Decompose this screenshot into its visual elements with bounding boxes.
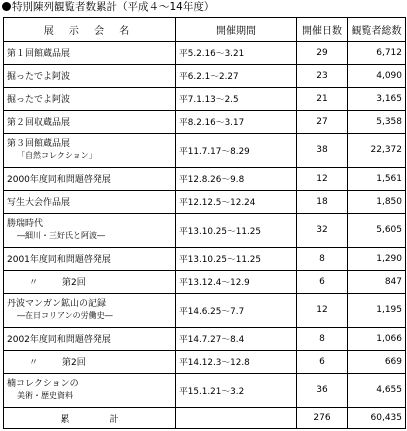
exhibition-visitors: 5,358 bbox=[348, 110, 406, 133]
exhibition-days: 21 bbox=[297, 87, 348, 110]
exhibition-name bbox=[4, 350, 176, 373]
exhibition-visitors: 1,066 bbox=[348, 327, 406, 350]
page-title bbox=[2, 1, 214, 14]
exhibition-period: 平12.12.5～12.24 bbox=[176, 190, 297, 213]
exhibition-name-text: 2001年度同和問題啓発展 bbox=[7, 255, 111, 266]
header-row bbox=[4, 18, 406, 42]
exhibition-name bbox=[4, 190, 176, 213]
exhibition-days: 12 bbox=[297, 293, 348, 327]
exhibition-name bbox=[4, 64, 176, 87]
table-row bbox=[4, 270, 406, 293]
header-period: 開催期間 bbox=[176, 18, 297, 42]
exhibition-name bbox=[4, 270, 176, 293]
exhibition-visitors: 1,561 bbox=[348, 167, 406, 190]
exhibition-visitors: 5,605 bbox=[348, 213, 406, 247]
total-days: 276 bbox=[297, 408, 348, 429]
exhibition-days: 8 bbox=[297, 247, 348, 270]
exhibition-name-text: 楠コレクションの bbox=[7, 379, 79, 390]
table-row bbox=[4, 350, 406, 373]
exhibition-subtitle: ―在日コリアンの労働史― bbox=[17, 311, 113, 321]
total-period bbox=[176, 408, 297, 429]
exhibition-visitors: 22,372 bbox=[348, 133, 406, 167]
exhibition-period: 平13.10.25～11.25 bbox=[176, 247, 297, 270]
exhibition-name bbox=[4, 42, 176, 65]
exhibition-name-text: 掘ったでよ阿波 bbox=[7, 95, 71, 106]
table-row bbox=[4, 293, 406, 327]
exhibition-period: 平14.6.25～7.7 bbox=[176, 293, 297, 327]
ditto-mark: 〃 bbox=[29, 358, 39, 369]
exhibition-visitors: 1,850 bbox=[348, 190, 406, 213]
header-days: 開催日数 bbox=[297, 18, 348, 42]
exhibition-period: 平13.12.4～12.9 bbox=[176, 270, 297, 293]
exhibition-visitors: 669 bbox=[348, 350, 406, 373]
exhibition-subtitle: 「自然コレクション」 bbox=[17, 151, 97, 161]
exhibition-name bbox=[4, 247, 176, 270]
exhibition-days: 32 bbox=[297, 213, 348, 247]
header-visitors: 観覧者総数 bbox=[348, 18, 406, 42]
ditto-mark: 〃 bbox=[29, 278, 39, 289]
exhibition-name bbox=[4, 110, 176, 133]
bullet-icon bbox=[2, 2, 11, 11]
table-row bbox=[4, 247, 406, 270]
title-text: 特別陳列観覧者数累計（平成４～14年度） bbox=[12, 1, 215, 13]
exhibition-period: 平11.7.17～8.29 bbox=[176, 133, 297, 167]
exhibition-period: 平6.2.1～2.27 bbox=[176, 64, 297, 87]
exhibition-days: 36 bbox=[297, 373, 348, 407]
total-label: 累 計 bbox=[4, 408, 176, 429]
exhibition-days: 38 bbox=[297, 133, 348, 167]
exhibition-period: 平12.8.26～9.8 bbox=[176, 167, 297, 190]
exhibition-period: 平15.1.21～3.2 bbox=[176, 373, 297, 407]
table-row bbox=[4, 373, 406, 407]
exhibition-days: 6 bbox=[297, 270, 348, 293]
total-row bbox=[4, 408, 406, 429]
table-row bbox=[4, 167, 406, 190]
exhibition-days: 29 bbox=[297, 42, 348, 65]
exhibition-period: 平8.2.16～3.17 bbox=[176, 110, 297, 133]
exhibition-name bbox=[4, 213, 176, 247]
total-visitors: 60,435 bbox=[348, 408, 406, 429]
exhibition-period: 平14.12.3～12.8 bbox=[176, 350, 297, 373]
exhibition-days: 27 bbox=[297, 110, 348, 133]
table-row bbox=[4, 87, 406, 110]
exhibition-name-text: 写生大会作品展 bbox=[7, 198, 71, 209]
table-row bbox=[4, 110, 406, 133]
exhibition-period: 平5.2.16～3.21 bbox=[176, 42, 297, 65]
exhibition-name bbox=[4, 167, 176, 190]
exhibition-period: 平7.1.13～2.5 bbox=[176, 87, 297, 110]
table-row bbox=[4, 213, 406, 247]
exhibition-visitors: 3,165 bbox=[348, 87, 406, 110]
exhibition-name-text: 第2回 bbox=[62, 278, 86, 289]
exhibition-subtitle: ―細川・三好氏と阿波― bbox=[17, 231, 105, 241]
exhibition-visitors: 1,195 bbox=[348, 293, 406, 327]
header-name: 展 示 会 名 bbox=[4, 18, 176, 42]
exhibition-name-text: 第2回 bbox=[62, 358, 86, 369]
exhibition-visitors: 4,090 bbox=[348, 64, 406, 87]
table-row bbox=[4, 42, 406, 65]
exhibition-period: 平13.10.25～11.25 bbox=[176, 213, 297, 247]
exhibition-name-text: 第１回館蔵品展 bbox=[7, 49, 71, 60]
exhibition-visitors: 1,290 bbox=[348, 247, 406, 270]
exhibition-days: 8 bbox=[297, 327, 348, 350]
exhibition-name-text: 掘ったでよ阿波 bbox=[7, 72, 71, 83]
exhibition-name bbox=[4, 87, 176, 110]
exhibition-visitors: 847 bbox=[348, 270, 406, 293]
exhibition-name-text: 第３回館蔵品展 bbox=[7, 139, 71, 150]
exhibition-name bbox=[4, 327, 176, 350]
exhibition-days: 6 bbox=[297, 350, 348, 373]
table-row bbox=[4, 133, 406, 167]
table-row bbox=[4, 190, 406, 213]
exhibition-days: 23 bbox=[297, 64, 348, 87]
exhibition-period: 平14.7.27～8.4 bbox=[176, 327, 297, 350]
exhibition-name-text: 丹波マンガン鉱山の記録 bbox=[7, 299, 107, 310]
exhibition-subtitle: 美術・歴史資料 bbox=[17, 391, 73, 401]
exhibition-name bbox=[4, 293, 176, 327]
exhibition-name bbox=[4, 133, 176, 167]
exhibition-name-text: 2002年度同和問題啓発展 bbox=[7, 335, 111, 346]
exhibition-days: 18 bbox=[297, 190, 348, 213]
exhibition-visitors: 6,712 bbox=[348, 42, 406, 65]
exhibition-name bbox=[4, 373, 176, 407]
exhibition-name-text: 第２回収蔵品展 bbox=[7, 118, 71, 129]
table-row bbox=[4, 327, 406, 350]
exhibition-name-text: 2000年度同和問題啓発展 bbox=[7, 175, 111, 186]
table-row bbox=[4, 64, 406, 87]
exhibition-table bbox=[3, 17, 406, 429]
exhibition-days: 12 bbox=[297, 167, 348, 190]
exhibition-visitors: 4,655 bbox=[348, 373, 406, 407]
exhibition-name-text: 勝瑞時代 bbox=[7, 219, 44, 230]
